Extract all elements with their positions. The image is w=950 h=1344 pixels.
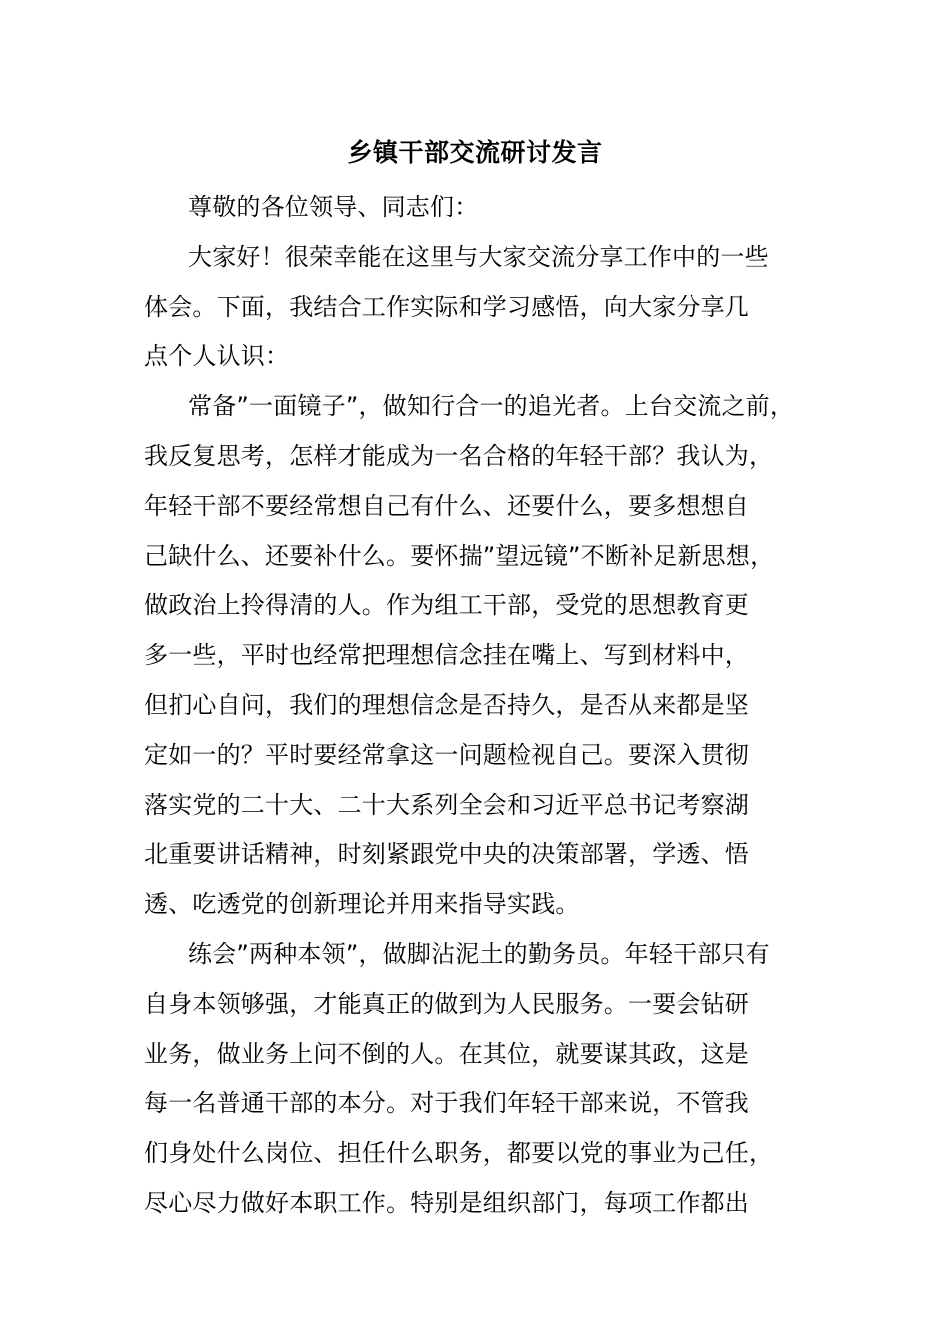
text-line: 定如一的？平时要经常拿这一问题检视自己。要深入贯彻 — [144, 740, 749, 769]
text-line: 体会。下面，我结合工作实际和学习感悟，向大家分享几 — [144, 292, 749, 321]
text-line: 尽心尽力做好本职工作。特别是组织部门，每项工作都出 — [144, 1188, 749, 1217]
text-line: 做政治上拎得清的人。作为组工干部，受党的思想教育更 — [144, 591, 749, 620]
text-line: 透、吃透党的创新理论并用来指导实践。 — [144, 890, 580, 919]
document-title: 乡镇干部交流研讨发言 — [347, 138, 603, 167]
text-line: 落实党的二十大、二十大系列全会和习近平总书记考察湖 — [144, 790, 749, 819]
text-line: 年轻干部不要经常想自己有什么、还要什么，要多想想自 — [144, 491, 749, 520]
text-line: 业务，做业务上问不倒的人。在其位，就要谋其政，这是 — [144, 1039, 749, 1068]
text-line: 常备”一面镜子”，做知行合一的追光者。上台交流之前， — [188, 392, 795, 421]
text-line: 自身本领够强，才能真正的做到为人民服务。一要会钻研 — [144, 989, 749, 1018]
document-body — [144, 183, 814, 1229]
text-line: 我反复思考，怎样才能成为一名合格的年轻干部？我认为， — [144, 441, 774, 470]
text-line: 练会”两种本领”，做脚沾泥土的勤务员。年轻干部只有 — [188, 939, 770, 968]
text-line: 大家好！很荣幸能在这里与大家交流分享工作中的一些 — [188, 242, 769, 271]
text-line: 尊敬的各位领导、同志们： — [188, 193, 479, 221]
text-line: 们身处什么岗位、担任什么职务，都要以党的事业为己任， — [144, 1139, 774, 1168]
text-line: 己缺什么、还要补什么。要怀揣”望远镜”不断补足新思想， — [144, 541, 775, 570]
text-line: 多一些，平时也经常把理想信念挂在嘴上、写到材料中， — [144, 641, 749, 670]
text-line: 北重要讲话精神，时刻紧跟党中央的决策部署，学透、悟 — [144, 840, 749, 869]
text-line: 每一名普通干部的本分。对于我们年轻干部来说，不管我 — [144, 1089, 749, 1118]
text-line: 但扪心自问，我们的理想信念是否持久，是否从来都是坚 — [144, 690, 749, 719]
text-line: 点个人认识： — [144, 342, 290, 371]
